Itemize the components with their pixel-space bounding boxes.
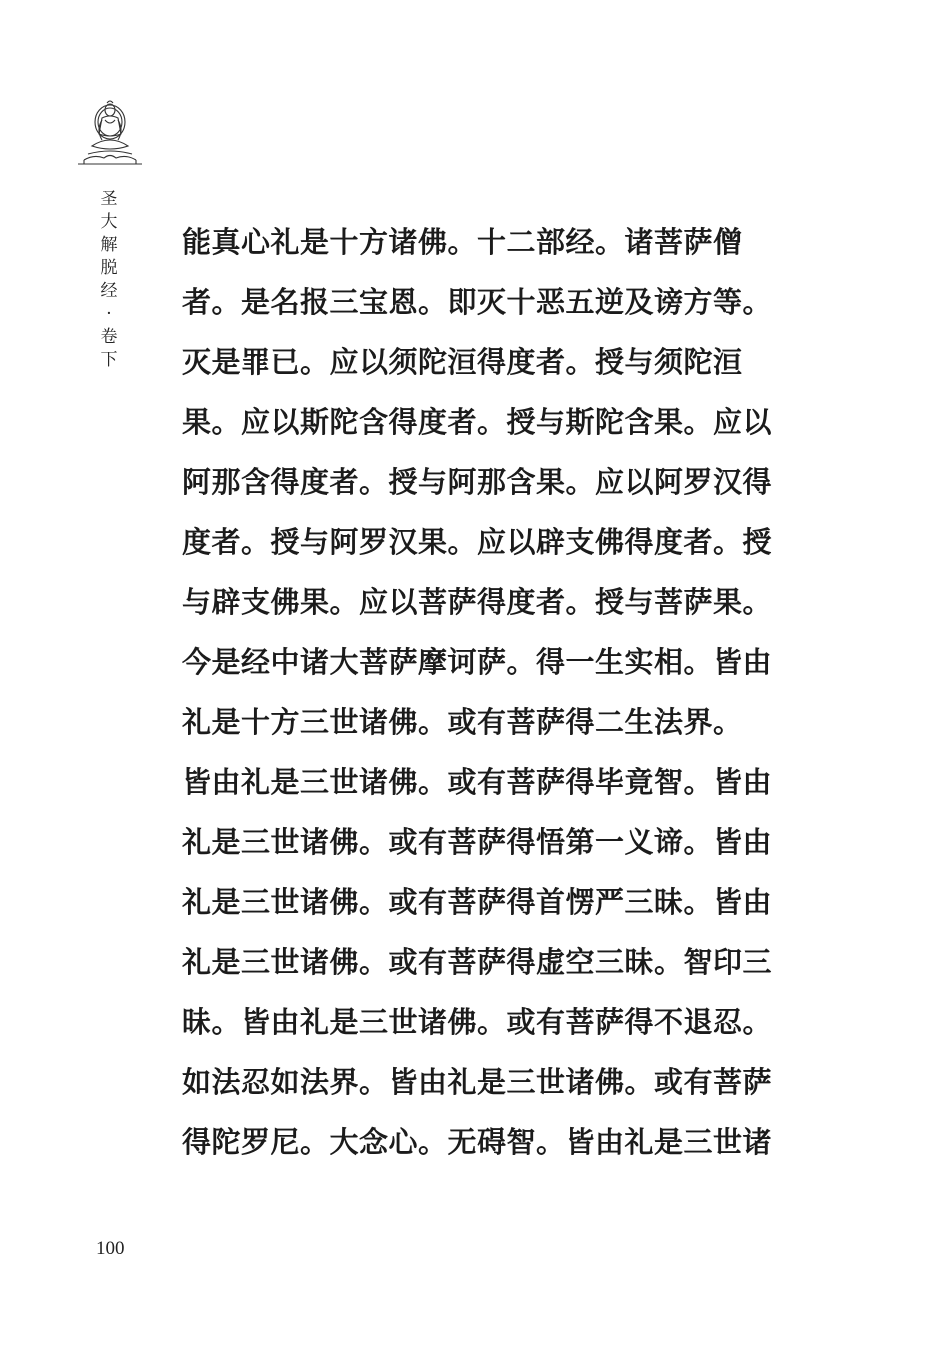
page-number: 100 <box>96 1238 125 1259</box>
text-line: 礼是三世诸佛。或有菩萨得首愣严三昧。皆由 <box>182 885 773 919</box>
text-line: 者。是名报三宝恩。即灭十恶五逆及谤方等。 <box>182 285 773 319</box>
text-line: 礼是十方三世诸佛。或有菩萨得二生法界。 <box>182 705 743 739</box>
running-title-char: 经 <box>100 281 118 301</box>
text-line: 果。应以斯陀含得度者。授与斯陀含果。应以 <box>182 405 773 439</box>
text-line: 如法忍如法界。皆由礼是三世诸佛。或有菩萨 <box>182 1065 773 1099</box>
text-line: 与辟支佛果。应以菩萨得度者。授与菩萨果。 <box>182 585 773 619</box>
running-title <box>97 188 121 372</box>
text-line: 皆由礼是三世诸佛。或有菩萨得毕竟智。皆由 <box>182 765 773 799</box>
text-line: 今是经中诸大菩萨摩诃萨。得一生实相。皆由 <box>182 645 773 679</box>
text-line: 能真心礼是十方诸佛。十二部经。诸菩萨僧 <box>182 225 743 259</box>
running-title-char: 脱 <box>100 258 118 278</box>
body-text <box>182 212 772 1172</box>
text-line: 得陀罗尼。大念心。无碍智。皆由礼是三世诸 <box>182 1125 773 1159</box>
text-line: 礼是三世诸佛。或有菩萨得悟第一义谛。皆由 <box>182 825 773 859</box>
running-title-char: 大 <box>100 212 118 232</box>
running-title-char: 下 <box>100 350 118 370</box>
running-title-char: 卷 <box>100 327 118 347</box>
text-line: 灭是罪已。应以须陀洹得度者。授与须陀洹 <box>182 345 743 379</box>
text-line: 昧。皆由礼是三世诸佛。或有菩萨得不退忍。 <box>182 1005 773 1039</box>
text-line: 度者。授与阿罗汉果。应以辟支佛得度者。授 <box>182 525 773 559</box>
running-title-char: 解 <box>100 235 118 255</box>
seated-buddha-icon <box>74 90 146 168</box>
running-title-char: 圣 <box>100 189 118 209</box>
running-title-char: · <box>106 304 112 324</box>
text-line: 礼是三世诸佛。或有菩萨得虚空三昧。智印三 <box>182 945 773 979</box>
text-line: 阿那含得度者。授与阿那含果。应以阿罗汉得 <box>182 465 773 499</box>
